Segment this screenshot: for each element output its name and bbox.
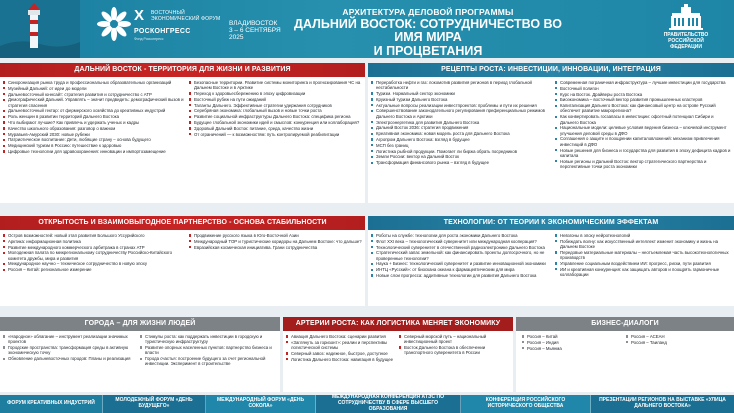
session-item[interactable]: Молодежная палата по межрегиональному сотрудничеству Российско-Китайского комитета дружбы, мира и развития	[3, 250, 185, 261]
session-item[interactable]: От ограничений — к возможностям: путь контролируемой реабилитации	[189, 132, 362, 137]
session-item[interactable]: Роль женщин в развитии территорий Дальнего Востока	[3, 114, 185, 119]
session-item[interactable]: Будущее глобальной экономики идей и смыслов: конкуренция или коллаборация?	[189, 120, 362, 125]
session-item[interactable]: Современная пограничная инфраструктура – лучшие инвестиции для государства	[555, 80, 731, 85]
session-item[interactable]: Логистика Дальнего Востока: навигация в будущее	[286, 357, 396, 362]
section-title-business: БИЗНЕС-ДИАЛОГИ	[516, 317, 734, 331]
section-title-logistics: АРТЕРИИ РОСТА: КАК ЛОГИСТИКА МЕНЯЕТ ЭКОНОМИКУ	[283, 317, 513, 331]
session-item[interactable]: Продвижение русского языка в Юго-Восточной Азии	[189, 233, 362, 238]
footer-item-future-day[interactable]: МОЛОДЕЖНЫЙ ФОРУМ «ДЕНЬ БУДУЩЕГО»	[103, 395, 206, 413]
session-item[interactable]: Здоровый Дальний Восток: питание, среда, качество жизни	[189, 126, 362, 131]
business-col-2	[626, 334, 726, 346]
event-dates: 3 – 6 СЕНТЯБРЯ	[229, 27, 281, 34]
session-item[interactable]: Серебряная экономика: глобальный вызов и новые точки роста	[189, 108, 362, 113]
footer-item-falcon-day[interactable]: МЕЖДУНАРОДНЫЙ ФОРУМ «ДЕНЬ СОКОЛА»	[206, 395, 316, 413]
session-item[interactable]: Таланты Дальнего. Эффективные стратегии удержания сотрудников	[189, 103, 362, 108]
gov-line-2: РОССИЙСКОЙ	[668, 38, 704, 44]
session-item[interactable]: Дальний Восток 2036: стратегия продвижения	[371, 125, 551, 130]
session-item[interactable]: Национальные модели: целевые условия ведения бизнеса – ключевой инструмент улучшения деловой среды в ДФО	[555, 125, 731, 136]
session-item[interactable]: Восток Дальнего Востока в обеспечении транспортного суверенитета в России	[399, 345, 511, 356]
session-item[interactable]: «Заглянуть за горизонт»: реалии и перспективы логистической системы	[286, 340, 396, 351]
session-item[interactable]: Авиация Дальнего Востока: сценарии развития	[286, 334, 396, 339]
session-item[interactable]: Агропром Дальнего Востока: взгляд в будущее	[371, 137, 551, 142]
footer-item-apec-conference[interactable]: МЕЖДУНАРОДНАЯ КОНФЕРЕНЦИЯ АТЭС ПО СОТРУДНИЧЕСТВУ В СФЕРЕ ВЫСШЕГО ОБРАЗОВАНИЯ	[316, 395, 461, 413]
session-item[interactable]: Россия – Мьянма	[522, 346, 622, 351]
session-item[interactable]: Туризм. Нормальный сектор экономики	[371, 91, 551, 96]
session-item[interactable]: Восточный рубеж на пути ожиданий	[189, 97, 362, 102]
territory-col-1	[3, 80, 185, 155]
openness-col-2	[189, 233, 362, 250]
title-line-2: И ПРОЦВЕТАНИЯ	[373, 44, 483, 58]
growth-col-2	[555, 80, 731, 170]
title-line-1: ДАЛЬНИЙ ВОСТОК: СОТРУДНИЧЕСТВО ВО ИМЯ МИРА	[294, 17, 562, 44]
session-item[interactable]: Стратегический запас земельной: как финансировать проекты долгосрочного, но не проверенные технологии?	[371, 250, 551, 261]
session-item[interactable]: Что выбирают лучшие? Как привлечь и удержать ученых и кадры	[3, 120, 185, 125]
session-item[interactable]: Международный ТОР и туристические коридоры на Дальнем Востоке: что дальше?	[189, 239, 362, 244]
section-territory	[0, 63, 365, 203]
title-top: АРХИТЕКТУРА ДЕЛОВОЙ ПРОГРАММЫ	[342, 7, 514, 17]
session-item[interactable]: Демографический Дальний. Управлять – значит предвидеть: демографический вызов и стратегия спасения	[3, 97, 185, 108]
lighthouse-icon	[0, 0, 80, 58]
city-name: ВЛАДИВОСТОК	[229, 20, 278, 27]
organizer-sub: Фонд Росконгресс	[134, 37, 164, 41]
logistics-col-2	[399, 334, 511, 356]
session-item[interactable]: Россия – Таиланд	[626, 340, 726, 345]
cities-col-2	[140, 334, 277, 367]
session-item[interactable]: Россия – Китай	[522, 334, 622, 339]
session-item[interactable]: Развитие социальной инфраструктуры Дальнего Востока: специфика региона	[189, 114, 362, 119]
section-title-growth: РЕЦЕПТЫ РОСТА: ИНВЕСТИЦИИ, ИННОВАЦИИ, ИНТЕГРАЦИЯ	[368, 63, 734, 77]
territory-col-2	[189, 80, 362, 137]
session-item[interactable]: Трансформация финансового рынка – взгляд в будущее	[371, 160, 551, 165]
session-item[interactable]: Роботы на службе: технологии для роста экономики Дальнего Востока	[371, 233, 551, 238]
event-location	[229, 20, 281, 41]
tech-col-1	[371, 233, 551, 279]
session-item[interactable]: Биоэкономика – восточный вектор развития промышленных кластеров	[555, 97, 731, 102]
session-item[interactable]: Передовые материальные материалы – неотъемлемая часть высокотехнологичных производств	[555, 250, 731, 261]
session-item[interactable]: Безопасные территории. Развитие системы мониторинга и прогнозирования ЧС на Дальнем Востоке и в Арктике	[189, 80, 362, 91]
forum-flower-icon	[96, 6, 132, 42]
session-item[interactable]: ИНТЦ «Русский»: от биоскана океана к фармацевтическим для мира	[371, 267, 551, 272]
session-item[interactable]: Россия – АСЕАН	[626, 334, 726, 339]
session-item[interactable]: Медицинский туризм в Россию: путешествие к здоровью	[3, 143, 185, 148]
session-item[interactable]: Курс на Восток. Драйверы роста Востока	[555, 92, 731, 97]
session-item[interactable]: Арктика: информационная политика	[3, 239, 185, 244]
session-item[interactable]: Дальневосточный юннсайт: стратегия развития и сотрудничество с АТР	[3, 92, 185, 97]
section-title-openness: ОТКРЫТОСТЬ И ВЗАИМОВЫГОДНОЕ ПАРТНЕРСТВО - ОСНОВА СТАБИЛЬНОСТИ	[0, 216, 365, 230]
government-building-icon	[669, 4, 703, 30]
section-title-territory: ДАЛЬНИЙ ВОСТОК - ТЕРРИТОРИЯ ДЛЯ ЖИЗНИ И РАЗВИТИЯ	[0, 63, 365, 77]
forum-mark: Х	[134, 7, 145, 24]
session-item[interactable]: Россия – Индия	[522, 340, 622, 345]
footer-item-regions-street[interactable]: ПРЕЗЕНТАЦИИ РЕГИОНОВ НА ВЫСТАВКЕ «УЛИЦА ДАЛЬНЕГО ВОСТОКА»	[591, 395, 734, 413]
gov-line-3: ФЕДЕРАЦИИ	[670, 44, 702, 50]
session-item[interactable]: Международное научно – техническое сотрудничество в новую эпоху	[3, 261, 185, 266]
session-item[interactable]: Капитализация Дальнего Востока: как финансовый центр на острове Русский обеспечит развитие макрорегиона?	[555, 103, 731, 114]
session-item[interactable]: Соглашения о защите и поощрении капиталовложений: механизм привлечения инвестиций в ДФО	[555, 136, 731, 147]
section-logistics	[283, 317, 513, 392]
session-item[interactable]: Развитие международного коммерческого арбитража в странах АТР	[3, 245, 185, 250]
forum-name: ВОСТОЧНЫЙ ЭКОНОМИЧЕСКИЙ ФОРУМ	[151, 10, 221, 22]
tech-col-2	[555, 233, 731, 278]
gov-line-1: ПРАВИТЕЛЬСТВО	[663, 32, 709, 38]
session-item[interactable]: Развитие опорных населенных пунктов: партнерство бизнеса и власти	[140, 345, 277, 356]
session-item[interactable]: Новые регионы и Дальний Восток: вектор стратегического партнерства и перспективные точки роста экономики	[555, 159, 731, 170]
session-item[interactable]: Дальневосточный гектар: от фермерского хозяйства до креативных индустрий	[3, 108, 185, 113]
section-business	[516, 317, 734, 392]
session-item[interactable]: Флот XXI века – технологический суверенитет или международная кооперация?	[371, 239, 551, 244]
session-item[interactable]: Цифровые технологии для здравоохранения: инновации и импортозамещение	[3, 149, 185, 154]
section-growth	[368, 63, 734, 203]
footer-events	[0, 395, 734, 413]
section-openness	[0, 216, 365, 306]
session-item[interactable]: Городские пространства: трансформация среды в активную экономическую точку	[3, 345, 137, 356]
session-item[interactable]: Евразийская космическая инициатива. Грани сотрудничества	[189, 245, 362, 250]
session-item[interactable]: Переход к здоровьесбережению в эпоху цифровизации	[189, 91, 362, 96]
forum-logo[interactable]	[96, 6, 226, 52]
session-item[interactable]: Качество школьного образования: разговор о важном	[3, 126, 185, 131]
session-item[interactable]: Муравьев-Амурский 2030: новые рубежи	[3, 132, 185, 137]
session-item[interactable]: Новые слои прогресса: аддитивные технологии для развития Дальнего Востока	[371, 273, 551, 278]
session-item[interactable]: Северный морской путь – национальный инвестиционный проект	[399, 334, 511, 345]
session-item[interactable]: «Народное» облагание – инструмент реализации значимых проектов	[3, 334, 137, 345]
session-item[interactable]: Остров возможностей: новый этап развития Большого Уссурийского	[3, 233, 185, 238]
session-item[interactable]: Круизный туризм Дальнего Востока	[371, 97, 551, 102]
cities-col-1	[3, 334, 137, 362]
session-item[interactable]: Восточный полигон	[555, 86, 731, 91]
header	[0, 0, 734, 58]
session-item[interactable]: Переработка нефти и газ: локомотив развития регионов в период глобальной нестабильности	[371, 80, 551, 91]
session-item[interactable]: МСП без границ	[371, 143, 551, 148]
session-item[interactable]: Совершенствование законодательного регулирования преференциальных режимов Дальнего Востока и Арктики	[371, 108, 551, 119]
footer-item-creative[interactable]: ФОРУМ КРЕАТИВНЫХ ИНДУСТРИЙ	[0, 395, 103, 413]
session-item[interactable]: Как конвертировать госзапасы в инвестиции: офсетный потенциал Сибири и Дальнего Востока	[555, 114, 731, 125]
section-tech	[368, 216, 734, 306]
session-item[interactable]: Земли России: вектор на Дальний Восток	[371, 154, 551, 159]
session-item[interactable]: ИИ и креативная конкуренция: как защищать авторов и поощрять гармоничные коллаборации	[555, 267, 731, 278]
session-item[interactable]: Электроэнергетика для развития Дальнего Востока	[371, 120, 551, 125]
government-logo	[652, 4, 720, 50]
session-item[interactable]: Музейный Дальний: от идеи до модели	[3, 86, 185, 91]
session-item[interactable]: Управление социальным воздействием ИИ: прогресс, риски, пути развития	[555, 261, 731, 266]
session-item[interactable]: Обновление дальневосточных городов: Планы и реализация	[3, 356, 137, 361]
logistics-col-1	[286, 334, 396, 362]
session-item[interactable]: Новые решения для бизнеса и государства для развития в эпоху дефицита кадров и капитала	[555, 148, 731, 159]
session-item[interactable]: Синхронизация рынка труда и профессиональных образовательных организаций	[3, 80, 185, 85]
session-item[interactable]: Патриотическое воспитание: Дети, любящие страну – основа будущего	[3, 137, 185, 142]
session-item[interactable]: Северный завоз: надежное, быстрое, доступное	[286, 351, 396, 356]
session-item[interactable]: Невзгоны в эпоху нейротехнологий	[555, 233, 731, 238]
growth-col-1	[371, 80, 551, 166]
event-year: 2025	[229, 34, 244, 41]
session-item[interactable]: Стимулы роста: как поддержать инвестиции в городскую и туристическую инфраструктуру	[140, 334, 277, 345]
session-item[interactable]: Логистика рыбной продукции. Помогает ли биржа обрать посредников	[371, 149, 551, 154]
session-item[interactable]: Креативная экономика: новая модель роста для Дальнего Востока	[371, 131, 551, 136]
page-title	[283, 7, 573, 58]
session-item[interactable]: Города счастья: построение будущего за счет региональной инвестиции. Эксперимент в строительстве	[140, 356, 277, 367]
organizer-name: РОСКОНГРЕСС	[134, 28, 191, 35]
footer-item-history-society[interactable]: КОНФЕРЕНЦИЯ РОССИЙСКОГО ИСТОРИЧЕСКОГО ОБЩЕСТВА	[461, 395, 591, 413]
section-cities	[0, 317, 280, 392]
session-item[interactable]: Побеждать волну: как искусственный интеллект изменит экономику и жизнь на Дальнем Востоке	[555, 239, 731, 250]
session-item[interactable]: Россия – Китай: региональное измерение	[3, 267, 185, 272]
session-item[interactable]: Технологический суверенитет в отечественной радиоэлектронике Дальнего Востока	[371, 245, 551, 250]
session-item[interactable]: Актуальные вопросы реализации инвестпроектов: проблемы и пути их решения	[371, 103, 551, 108]
section-title-cities: ГОРОДА – ДЛЯ ЖИЗНИ ЛЮДЕЙ	[0, 317, 280, 331]
session-item[interactable]: Наука + Бизнес: технологический суверенитет и развитие инновационной экономики	[371, 261, 551, 266]
section-title-tech: ТЕХНОЛОГИИ: ОТ ТЕОРИИ К ЭКОНОМИЧЕСКИМ ЭФФЕКТАМ	[368, 216, 734, 230]
business-col-1	[522, 334, 622, 351]
openness-col-1	[3, 233, 185, 273]
